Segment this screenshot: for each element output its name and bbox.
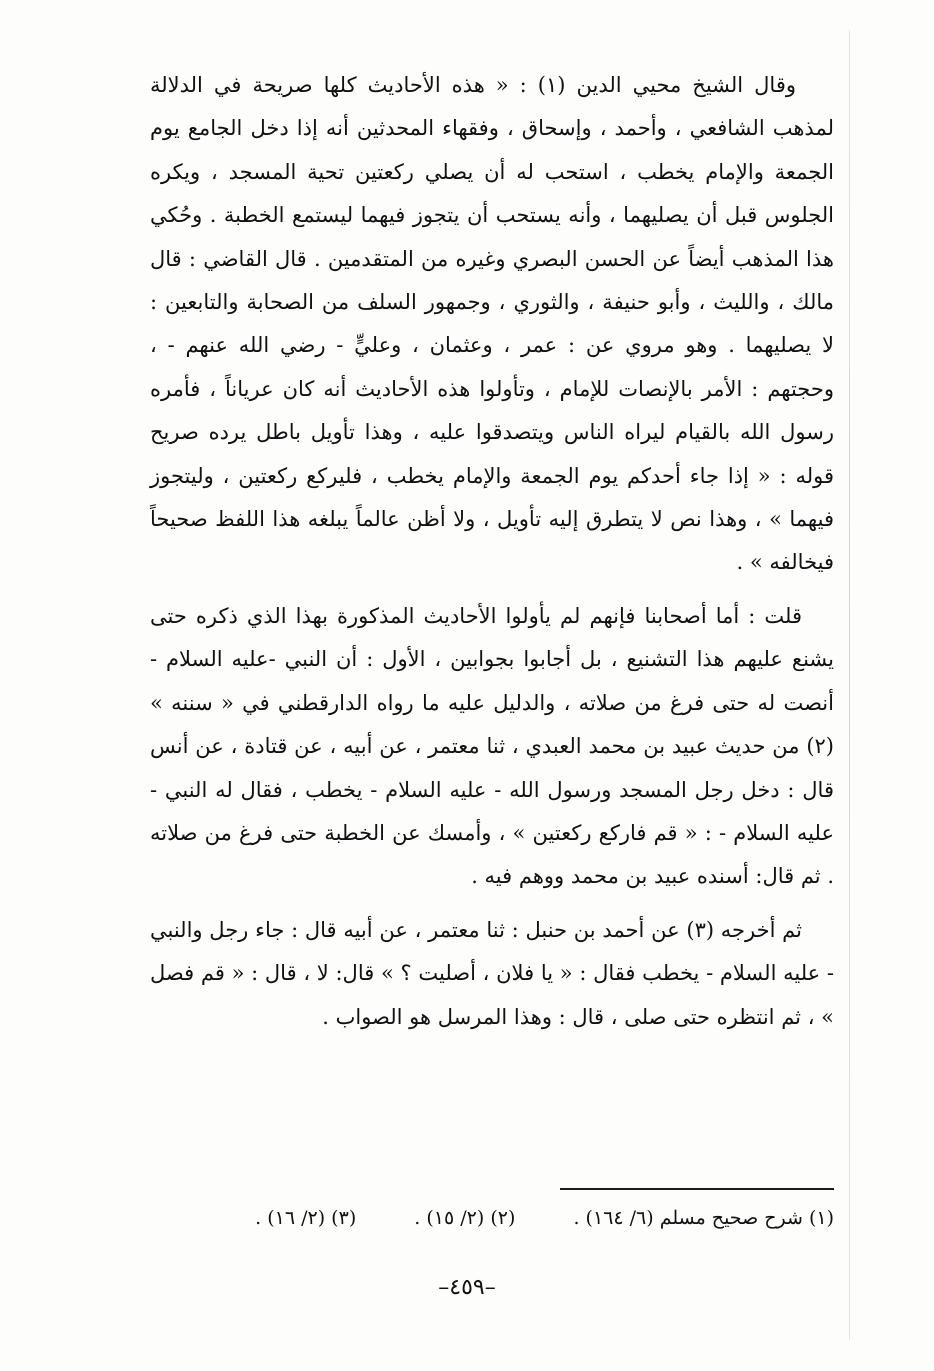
footnote-3: (٣) (٢/ ١٦) . bbox=[255, 1207, 357, 1229]
footnote-1: (١) شرح صحيح مسلم (٦/ ١٦٤) . bbox=[573, 1207, 834, 1229]
footnote-2: (٢) (٢/ ١٥) . bbox=[414, 1207, 516, 1229]
footnotes bbox=[150, 1198, 834, 1238]
footnote-separator bbox=[560, 1188, 834, 1190]
paragraph-2: قلت : أما أصحابنا فإنهم لم يأولوا الأحاديث المذكورة بهذا الذي ذكره حتى يشنع عليهم هذا التشنيع ، بل أجابوا بجوابين ، الأول : أن النبي -عليه السلام - أنصت له حتى فرغ من صلاته ، والدليل عليه ما رواه الدارقطني في « سننه » (٢) من حديث عبيد بن محمد العبدي ، ثنا معتمر ، عن أبيه ، عن قتادة ، عن أنس قال : دخل رجل المسجد ورسول الله - عليه السلام - يخطب ، فقال له النبي - عليه السلام - : « قم فاركع ركعتين » ، وأمسك عن الخطبة حتى فرغ من صلاته . ثم قال: أسنده عبيد بن محمد ووهم فيه . bbox=[150, 603, 834, 889]
paragraph-1: وقال الشيخ محيي الدين (١) : « هذه الأحاديث كلها صريحة في الدلالة لمذهب الشافعي ، وأحمد ، وإسحاق ، وفقهاء المحدثين أنه إذا دخل الجامع يوم الجمعة والإمام يخطب ، استحب له أن يصلي ركعتين تحية المسجد ، ويكره الجلوس قبل أن يصليهما ، وأنه يستحب أن يتجوز فيهما ليستمع الخطبة . وحُكي هذا المذهب أيضاً عن الحسن البصري وغيره من المتقدمين . قال القاضي : قال مالك ، والليث ، وأبو حنيفة ، والثوري ، وجمهور السلف من الصحابة والتابعين : لا يصليهما . وهو مروي عن : عمر ، وعثمان ، وعليٍّ - رضي الله عنهم - ، وحجتهم : الأمر بالإنصات للإمام ، وتأولوا هذه الأحاديث أنه كان عرياناً ، فأمره رسول الله بالقيام ليراه الناس ويتصدقوا عليه ، وهذا تأويل باطل يرده صريح قوله : « إذا جاء أحدكم يوم الجمعة والإمام يخطب ، فليركع ركعتين ، وليتجوز فيهما » ، وهذا نص لا يتطرق إليه تأويل ، ولا أظن عالماً يبلغه هذا اللفظ صحيحاً فيخالفه » . bbox=[150, 73, 834, 575]
page-number: –٤٥٩– bbox=[438, 1275, 496, 1300]
main-text bbox=[150, 64, 834, 1039]
paragraph-3: ثم أخرجه (٣) عن أحمد بن حنبل : ثنا معتمر ، عن أبيه قال : جاء رجل والنبي - عليه السلام - يخطب فقال : « يا فلان ، أصليت ؟ » قال: لا ، قال : « قم فصل » ، ثم انتظره حتى صلى ، قال : وهذا المرسل هو الصواب . bbox=[150, 917, 834, 1029]
scan-edge-line bbox=[849, 30, 850, 1340]
